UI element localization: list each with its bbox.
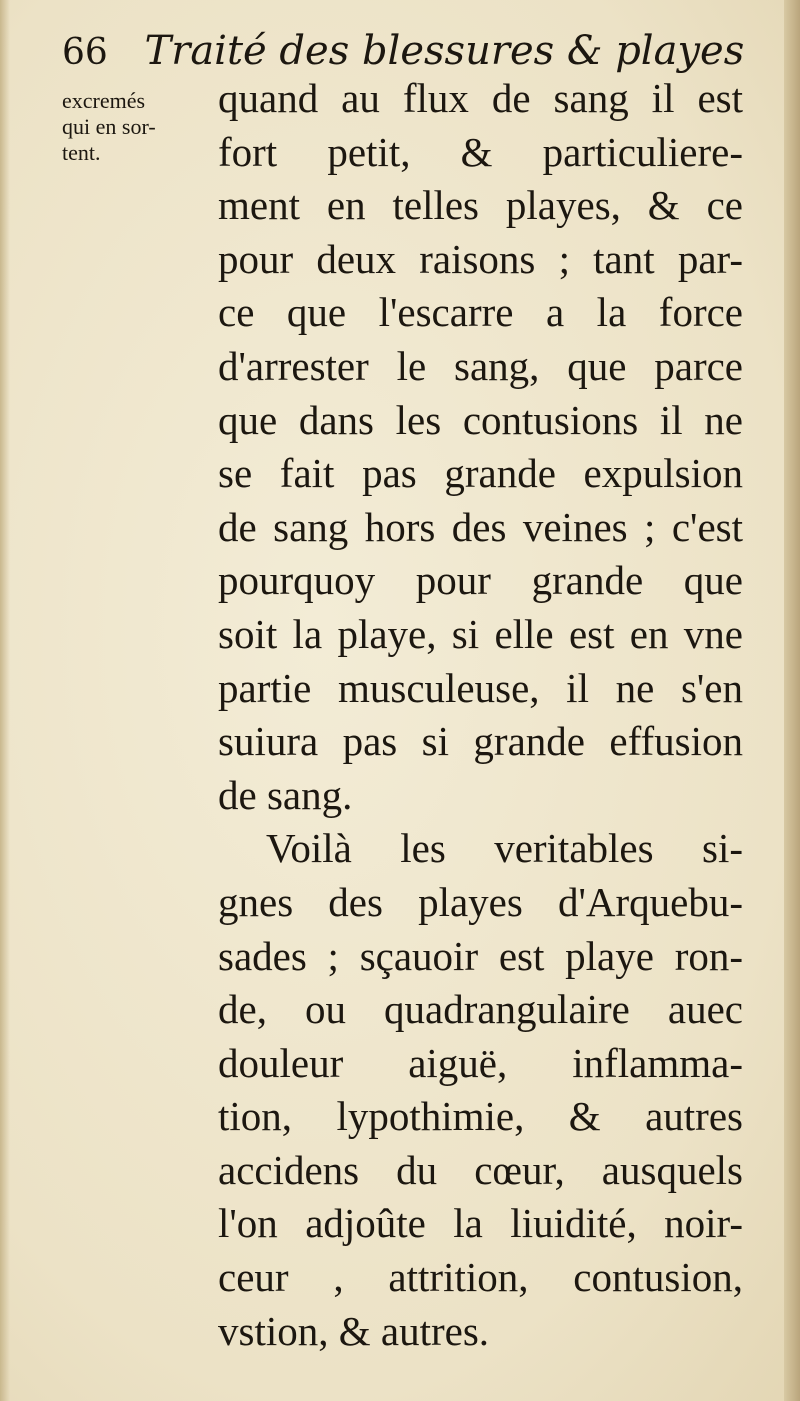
page-number: 66	[62, 32, 108, 73]
text-line: vstion, & autres.	[218, 1307, 490, 1354]
text-line: Voilà les veritables si-	[266, 825, 743, 872]
text-line: soit la playe, si elle est en vne	[218, 610, 743, 657]
text-line: que dans les contusions il ne	[218, 396, 743, 443]
text-line: tion, lypothimie, & autres	[218, 1093, 743, 1140]
text-line: gnes des playes d'Arquebu-	[218, 878, 743, 925]
marginal-note	[62, 88, 212, 166]
text-line: fort petit, & particuliere-	[218, 128, 743, 175]
text-line: douleur aiguë, inflamma-	[218, 1039, 743, 1086]
text-line: pour deux raisons ; tant par-	[218, 235, 743, 282]
text-line: de sang.	[218, 771, 353, 818]
text-line: se fait pas grande expulsion	[218, 450, 743, 497]
text-line: accidens du cœur, ausquels	[218, 1146, 743, 1193]
text-line: de sang hors des veines ; c'est	[218, 503, 743, 550]
text-line: suiura pas si grande effusion	[218, 718, 743, 765]
text-line: ment en telles playes, & ce	[218, 182, 743, 229]
page-edge	[784, 0, 800, 1401]
running-head	[62, 28, 744, 74]
text-line: de, ou quadrangulaire auec	[218, 986, 743, 1033]
marginal-note-line: qui en sor-	[62, 114, 156, 139]
body-text	[218, 72, 743, 1358]
marginal-note-line: tent.	[62, 140, 101, 165]
text-line: quand au flux de sang il est	[218, 75, 743, 121]
text-line: ceur , attrition, contusion,	[218, 1254, 743, 1301]
text-line: pourquoy pour grande que	[218, 557, 743, 604]
page-gutter-shadow	[0, 0, 10, 1401]
text-line: d'arrester le sang, que parce	[218, 342, 743, 389]
text-line: l'on adjoûte la liuidité, noir-	[218, 1200, 743, 1247]
text-line: partie musculeuse, il ne s'en	[218, 664, 743, 711]
running-title: Traité des blessures & playes	[144, 28, 745, 74]
text-line: sades ; sçauoir est playe ron-	[218, 932, 743, 979]
text-line: ce que l'escarre a la force	[218, 289, 743, 336]
marginal-note-line: excremés	[62, 88, 146, 113]
